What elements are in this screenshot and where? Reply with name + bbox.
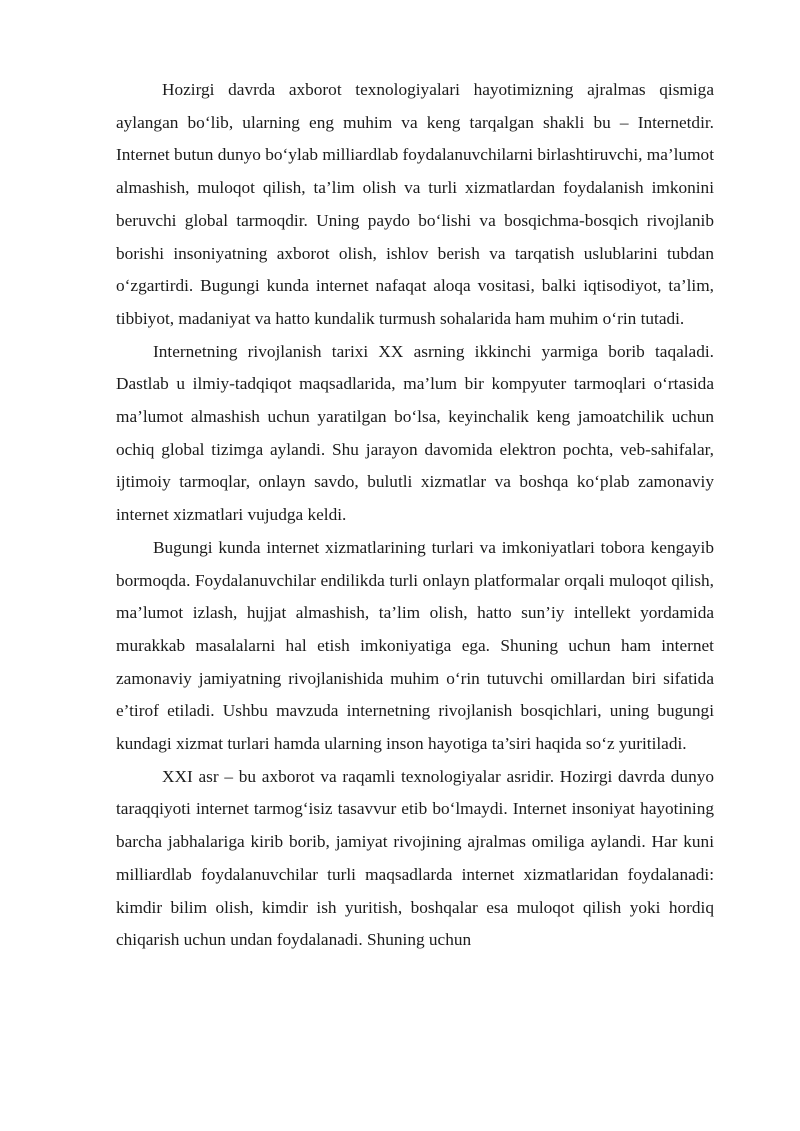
paragraph-4: XXI asr – bu axborot va raqamli texnologiyalar asridir. Hozirgi davrda dunyo taraqqiyoti internet tarmog‘isiz tasavvur etib bo‘lmaydi. Internet insoniyat hayotining barcha jabhalariga kirib borib, jamiyat rivojining ajralmas omiliga aylandi. Har kuni milliardlab foydalanuvchilar turli maqsadlarda internet xizmatlaridan foydalanadi: kimdir bilim olish, kimdir ish yuritish, boshqalar esa muloqot qilish yoki hordiq chiqarish uchun undan foydalanadi. Shuning uchun [116,766,714,950]
document-body [116,74,714,957]
paragraph-3: Bugungi kunda internet xizmatlarining turlari va imkoniyatlari tobora kengayib bormoqda. Foydalanuvchilar endilikda turli onlayn platformalar orqali muloqot qilish, ma’lumot izlash, hujjat almashish, ta’lim olish, hatto sun’iy intellekt yordamida murakkab masalalarni hal etish imkoniyatiga ega. Shuning uchun ham internet zamonaviy jamiyatning rivojlanishida muhim o‘rin tutuvchi omillardan biri sifatida e’tirof etiladi. Ushbu mavzuda internetning rivojlanish bosqichlari, uning bugungi kundagi xizmat turlari hamda ularning inson hayotiga ta’siri haqida so‘z yuritiladi. [116,537,714,754]
paragraph-1: Hozirgi davrda axborot texnologiyalari hayotimizning ajralmas qismiga aylangan bo‘lib, ularning eng muhim va keng tarqalgan shakli bu – Internetdir. Internet butun dunyo bo‘ylab milliardlab foydalanuvchilarni birlashtiruvchi, ma’lumot almashish, muloqot qilish, ta’lim olish va turli xizmatlardan foydalanish imkonini beruvchi global tarmoqdir. Uning paydo bo‘lishi va bosqichma-bosqich rivojlanib borishi insoniyatning axborot olish, ishlov berish va tarqatish uslublarini tubdan o‘zgartirdi. Bugungi kunda internet nafaqat aloqa vositasi, balki iqtisodiyot, ta’lim, tibbiyot, madaniyat va hatto kundalik turmush sohalarida ham muhim o‘rin tutadi. [116,80,714,328]
paragraph-2: Internetning rivojlanish tarixi XX asrning ikkinchi yarmiga borib taqaladi. Dastlab u ilmiy-tadqiqot maqsadlarida, ma’lum bir kompyuter tarmoqlari o‘rtasida ma’lumot almashish uchun yaratilgan bo‘lsa, keyinchalik keng jamoatchilik uchun ochiq global tizimga aylandi. Shu jarayon davomida elektron pochta, veb-sahifalar, ijtimoiy tarmoqlar, onlayn savdo, bulutli xizmatlar va boshqa ko‘plab zamonaviy internet xizmatlari vujudga keldi. [116,341,714,525]
